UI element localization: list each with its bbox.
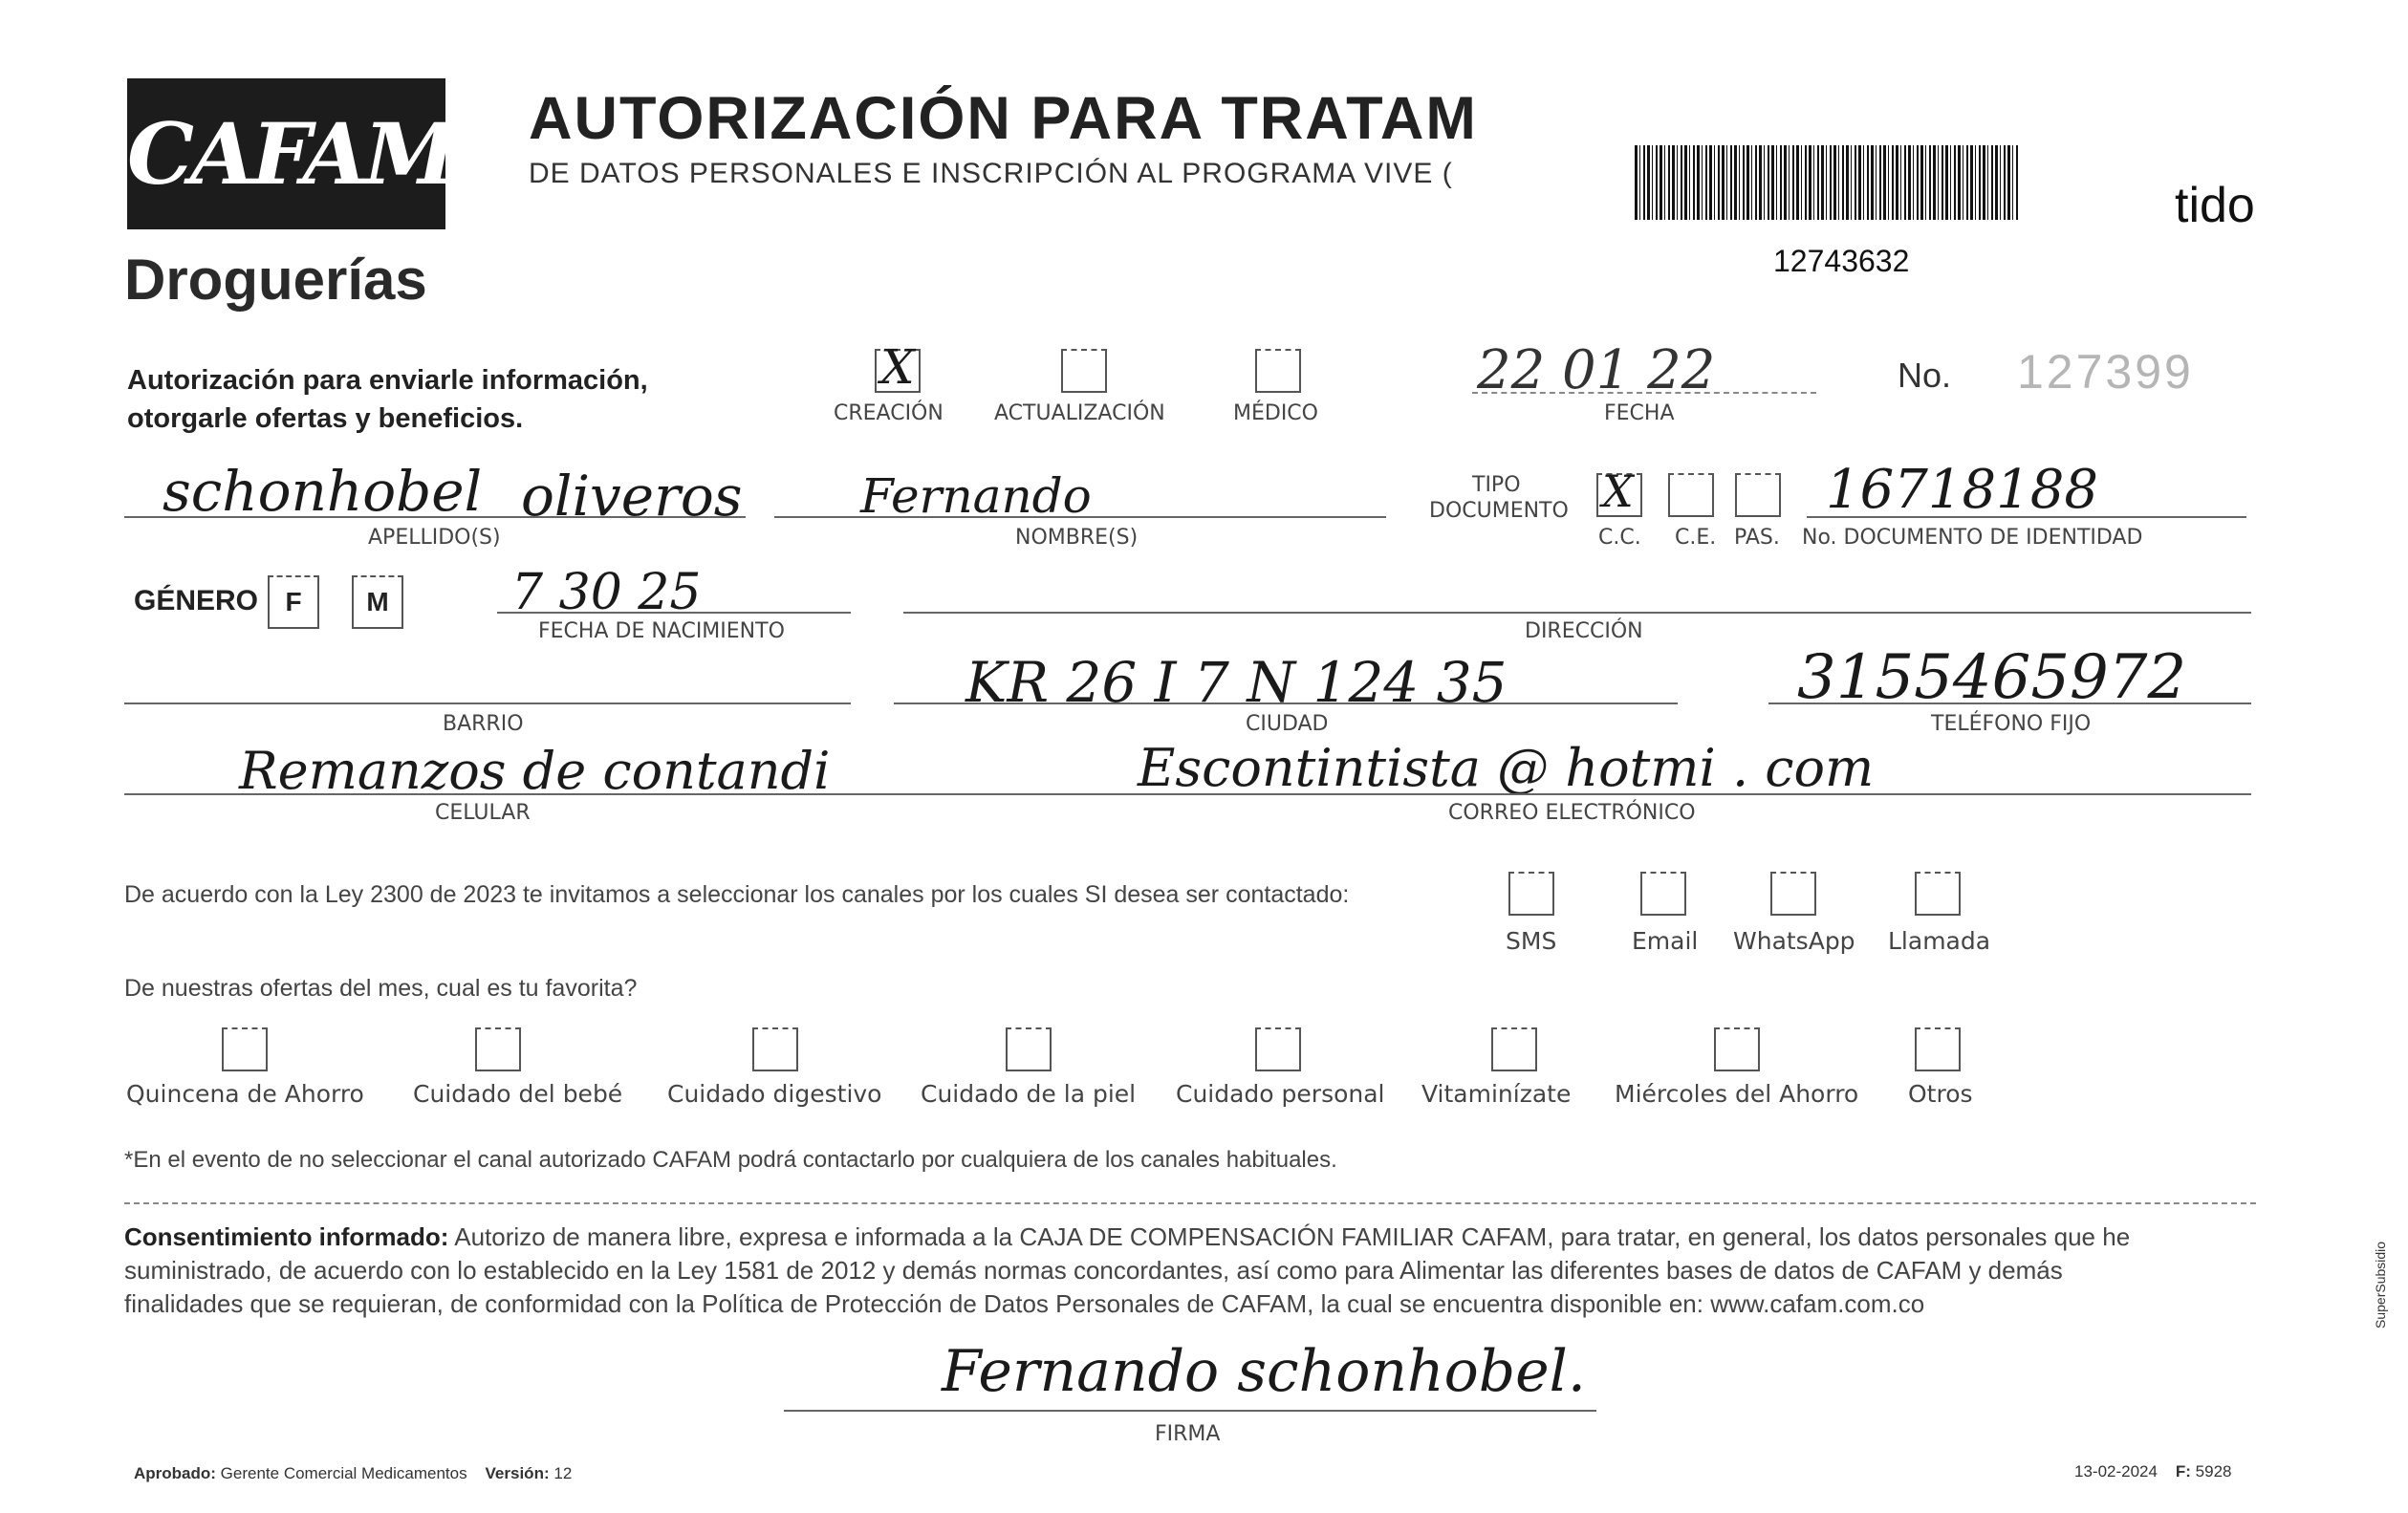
footer-code-value: 5928 bbox=[2195, 1462, 2232, 1481]
cc-mark: X bbox=[1602, 465, 1634, 517]
correo-value: Escontintista @ hotmi . com bbox=[1138, 738, 1875, 798]
tipo-label-1: TIPO bbox=[1472, 473, 1521, 497]
oferta-miercoles-checkbox[interactable] bbox=[1714, 1027, 1760, 1071]
numero-value: 127399 bbox=[2017, 345, 2194, 399]
celular-label: CELULAR bbox=[435, 801, 531, 825]
documento-line bbox=[1807, 516, 2246, 518]
oferta-personal-label: Cuidado personal bbox=[1176, 1080, 1385, 1108]
documento-label: No. DOCUMENTO DE IDENTIDAD bbox=[1802, 526, 2143, 550]
ciudad-label: CIUDAD bbox=[1246, 712, 1329, 736]
consentimiento-line-3: finalidades que se requieran, de conformidad con la Política de Protección de Datos Personales de CAFAM, la cual se encuentra disponible en: www.cafam.com.co bbox=[124, 1289, 1925, 1318]
oferta-digestivo-label: Cuidado digestivo bbox=[667, 1080, 882, 1108]
ce-label: C.E. bbox=[1675, 526, 1717, 550]
apellidos-line bbox=[124, 516, 746, 518]
telefono-value: 3155465972 bbox=[1797, 642, 2187, 713]
genero-m-box[interactable]: M bbox=[352, 575, 403, 629]
sms-label: SMS bbox=[1506, 927, 1557, 955]
pas-checkbox[interactable] bbox=[1735, 473, 1781, 517]
fecha-label: FECHA bbox=[1604, 401, 1675, 425]
consentimiento-text-1: Autorizo de manera libre, expresa e informada a la CAJA DE COMPENSACIÓN FAMILIAR CAFAM, para tratar, en general, los datos personales que he bbox=[454, 1222, 2131, 1251]
apellido-2-value: oliveros bbox=[521, 464, 743, 529]
nombres-value: Fernando bbox=[860, 468, 1092, 524]
fecha-line bbox=[1472, 392, 1816, 394]
ce-checkbox[interactable] bbox=[1668, 473, 1714, 517]
direccion-line bbox=[903, 612, 2251, 614]
creacion-mark: X bbox=[880, 339, 915, 395]
intro-line-2: otorgarle ofertas y beneficios. bbox=[127, 403, 524, 434]
whatsapp-label: WhatsApp bbox=[1733, 927, 1855, 955]
genero-f-box[interactable]: F bbox=[268, 575, 319, 629]
logo-text: CAFAM bbox=[127, 104, 454, 204]
cc-label: C.C. bbox=[1598, 526, 1641, 550]
footer-date: 13-02-2024 bbox=[2074, 1462, 2158, 1481]
direccion-value: KR 26 I 7 N 124 35 bbox=[965, 650, 1508, 715]
oferta-vitaminizate-checkbox[interactable] bbox=[1491, 1027, 1537, 1071]
nacimiento-value: 7 30 25 bbox=[511, 564, 702, 621]
oferta-vitaminizate-label: Vitaminízate bbox=[1421, 1080, 1572, 1108]
barrio-line bbox=[124, 702, 851, 704]
firma-line bbox=[784, 1410, 1596, 1412]
telefono-label: TELÉFONO FIJO bbox=[1931, 712, 2092, 736]
medico-checkbox[interactable] bbox=[1255, 349, 1301, 393]
sms-checkbox[interactable] bbox=[1508, 872, 1554, 916]
oferta-quincena-label: Quincena de Ahorro bbox=[126, 1080, 364, 1108]
oferta-miercoles-label: Miércoles del Ahorro bbox=[1615, 1080, 1859, 1108]
oferta-bebe-label: Cuidado del bebé bbox=[413, 1080, 623, 1108]
consentimiento-line-2: suministrado, de acuerdo con lo establecido en la Ley 1581 de 2012 y demás normas concordantes, así como para Alimentar las diferentes bases de datos de CAFAM y demás bbox=[124, 1256, 2063, 1285]
oferta-digestivo-checkbox[interactable] bbox=[752, 1027, 798, 1071]
footer-code-label: F: bbox=[2175, 1462, 2191, 1481]
celular-value: Remanzos de contandi bbox=[239, 741, 831, 801]
actualizacion-label: ACTUALIZACIÓN bbox=[994, 401, 1165, 425]
apellido-1-value: schonhobel bbox=[163, 459, 483, 524]
separator-line bbox=[124, 1202, 2256, 1204]
nombres-line bbox=[774, 516, 1386, 518]
numero-label: No. bbox=[1898, 356, 1952, 395]
consentimiento-title: Consentimiento informado: bbox=[124, 1222, 449, 1251]
barrio-label: BARRIO bbox=[443, 712, 524, 736]
pas-label: PAS. bbox=[1734, 526, 1780, 550]
aprobado-label: Aprobado: bbox=[134, 1464, 216, 1482]
firma-label: FIRMA bbox=[1155, 1422, 1221, 1446]
oferta-bebe-checkbox[interactable] bbox=[475, 1027, 521, 1071]
fecha-value: 22 01 22 bbox=[1477, 339, 1716, 401]
oferta-otros-label: Otros bbox=[1908, 1080, 1973, 1108]
intro-text bbox=[127, 361, 648, 438]
aprobado-value: Gerente Comercial Medicamentos bbox=[220, 1464, 467, 1482]
firma-value: Fernando schonhobel. bbox=[942, 1338, 1586, 1405]
ofertas-question: De nuestras ofertas del mes, cual es tu favorita? bbox=[124, 975, 638, 1002]
form-subtitle: DE DATOS PERSONALES E INSCRIPCIÓN AL PROGRAMA VIVE ( bbox=[529, 158, 1453, 189]
form-title: AUTORIZACIÓN PARA TRATAM bbox=[529, 85, 1478, 152]
nombres-label: NOMBRE(S) bbox=[1015, 526, 1139, 550]
tipo-label-2: DOCUMENTO bbox=[1429, 499, 1569, 523]
email-checkbox[interactable] bbox=[1640, 872, 1686, 916]
telefono-line bbox=[1768, 702, 2251, 704]
email-label: Email bbox=[1632, 927, 1699, 955]
nacimiento-label: FECHA DE NACIMIENTO bbox=[538, 619, 785, 643]
oferta-piel-checkbox[interactable] bbox=[1006, 1027, 1052, 1071]
llamada-label: Llamada bbox=[1888, 927, 1991, 955]
medico-label: MÉDICO bbox=[1233, 401, 1318, 425]
correo-label: CORREO ELECTRÓNICO bbox=[1448, 801, 1696, 825]
llamada-checkbox[interactable] bbox=[1915, 872, 1961, 916]
side-text: tido bbox=[2175, 178, 2255, 233]
nacimiento-line bbox=[497, 612, 851, 614]
oferta-personal-checkbox[interactable] bbox=[1255, 1027, 1301, 1071]
correo-line bbox=[1118, 793, 2251, 795]
oferta-quincena-checkbox[interactable] bbox=[222, 1027, 268, 1071]
version-value: 12 bbox=[553, 1464, 573, 1482]
footer-right bbox=[2074, 1462, 2231, 1481]
actualizacion-checkbox[interactable] bbox=[1061, 349, 1107, 393]
footer-aprobado bbox=[134, 1464, 572, 1483]
documento-value: 16718188 bbox=[1826, 459, 2099, 521]
genero-label: GÉNERO bbox=[134, 585, 259, 616]
consentimiento-paragraph bbox=[124, 1221, 2256, 1321]
celular-line bbox=[124, 793, 1185, 795]
direccion-label: DIRECCIÓN bbox=[1525, 619, 1643, 643]
ciudad-line bbox=[894, 702, 1678, 704]
creacion-label: CREACIÓN bbox=[834, 401, 944, 425]
cc-checkbox[interactable] bbox=[1596, 465, 1642, 517]
brand-subtitle: Droguerías bbox=[124, 248, 427, 312]
creacion-checkbox[interactable] bbox=[875, 339, 921, 395]
whatsapp-checkbox[interactable] bbox=[1770, 872, 1816, 916]
oferta-piel-label: Cuidado de la piel bbox=[921, 1080, 1137, 1108]
barcode bbox=[1635, 145, 2020, 220]
cafam-logo bbox=[127, 78, 454, 229]
canales-question: De acuerdo con la Ley 2300 de 2023 te invitamos a seleccionar los canales por los cuales SI desea ser contactado: bbox=[124, 881, 1350, 908]
version-label: Versión: bbox=[485, 1464, 550, 1482]
supersubsidio-mark: SuperSubsidio bbox=[2373, 1241, 2388, 1329]
apellidos-label: APELLIDO(S) bbox=[368, 526, 501, 550]
intro-line-1: Autorización para enviarle información, bbox=[127, 365, 648, 396]
barcode-number: 12743632 bbox=[1773, 244, 1910, 278]
oferta-otros-checkbox[interactable] bbox=[1915, 1027, 1961, 1071]
consentimiento-line-1 bbox=[124, 1221, 2256, 1254]
nota-text: *En el evento de no seleccionar el canal autorizado CAFAM podrá contactarlo por cualquiera de los canales habituales. bbox=[124, 1147, 1337, 1173]
